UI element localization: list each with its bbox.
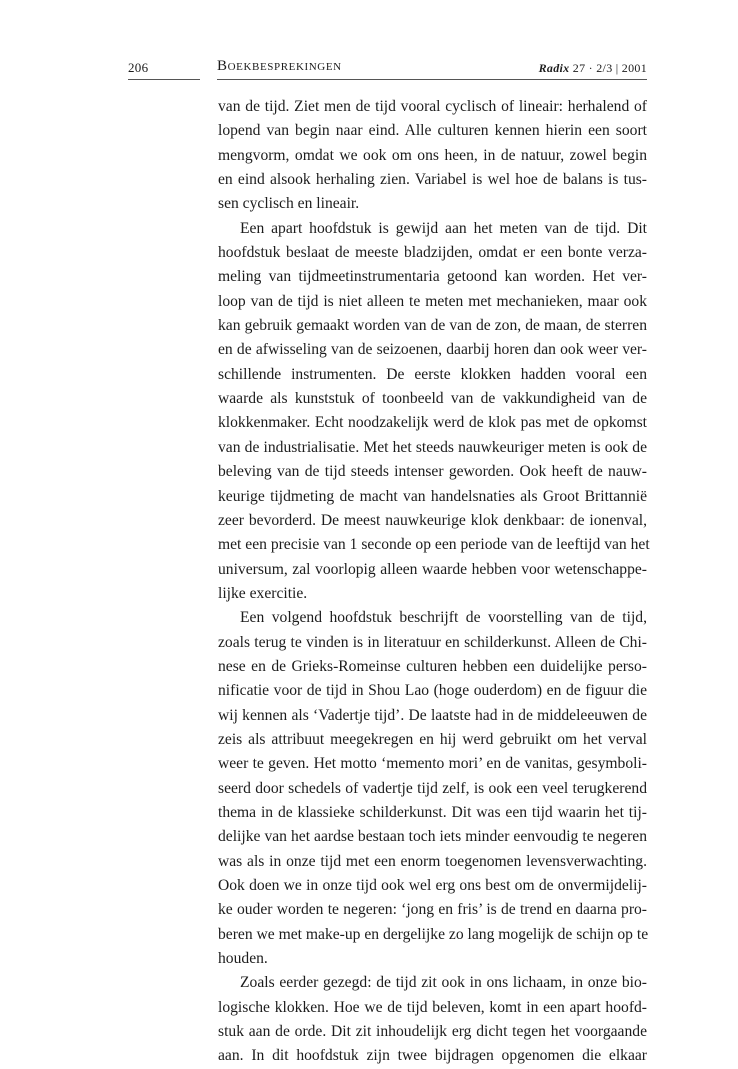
text-line: van de tijd. Ziet men de tijd vooral cyclisch of lineair: herhalend of — [218, 98, 647, 115]
text-line: seerd door schedels of vadertje tijd zelf, is ook een veel terugkerend — [218, 779, 647, 797]
text-line: beleving van de tijd steeds intenser geworden. Ook heeft de nauw- — [218, 463, 647, 481]
text-line: lopend van begin naar eind. Alle culturen kennen hierin een soort — [218, 122, 647, 140]
text-line: en eind alsook herhaling zien. Variabel is wel hoe de balans is tus- — [218, 171, 647, 189]
text-line: stuk aan de orde. Dit zit inhoudelijk erg dicht tegen het voorgaande — [218, 1023, 647, 1041]
text-line: met een precisie van 1 seconde op een periode van de leeftijd van het — [218, 536, 650, 554]
text-line: wij kennen als ‘Vadertje tijd’. De laatste had in de middeleeuwen de — [218, 706, 647, 724]
journal-issue: 27 · 2/3 | 2001 — [572, 61, 647, 75]
text-line: waarde als kunststuk of toonbeeld van de vakkundigheid van de — [218, 390, 647, 408]
journal-name: Radix — [538, 61, 570, 75]
text-line: delijke van het aardse bestaan toch iets minder eenvoudig te negeren — [218, 828, 647, 846]
text-line: thema in de klassieke schilderkunst. Dit was een tijd waarin het tij- — [218, 803, 647, 821]
text-line: Ook doen we in onze tijd ook wel erg ons best om de onvermijdelij- — [218, 877, 647, 894]
text-line: loop van de tijd is niet alleen te meten met mechanieken, maar ook — [218, 292, 647, 310]
text-line: kan gebruik gemaakt worden van de van de zon, de maan, de sterren — [218, 317, 647, 335]
text-line: sen cyclisch en lineair. — [218, 195, 360, 213]
text-line: ke ouder worden te negeren: ‘jong en fris’ is de trend en daarna pro- — [218, 901, 647, 919]
text-line: nificatie voor de tijd in Shou Lao (hoge ouderdom) en de figuur die — [218, 682, 647, 700]
text-line: meling van tijdmeetinstrumentaria getoond kan worden. Het ver- — [218, 268, 647, 286]
text-line: houden. — [218, 950, 268, 968]
section-title: Boekbesprekingen — [217, 58, 342, 74]
text-line: zeis als attribuut meegekregen en hij werd gebruikt om het verval — [218, 730, 647, 748]
text-line: klokkenmaker. Echt noodzakelijk werd de klok pas met de opkomst — [218, 414, 647, 432]
text-line: lijke exercitie. — [218, 584, 308, 602]
page-number: 206 — [128, 60, 149, 75]
text-line: Een apart hoofdstuk is gewijd aan het meten van de tijd. Dit — [240, 219, 647, 237]
text-line: universum, zal voorlopig alleen waarde hebben voor wetenschappe- — [218, 560, 647, 578]
text-line: en de afwisseling van de seizoenen, daarbij horen dan ook weer ver- — [218, 341, 647, 359]
header-rule-left — [128, 79, 200, 80]
text-line: hoofdstuk beslaat de meeste bladzijden, omdat er een bonte verza- — [218, 244, 647, 262]
text-line: Zoals eerder gezegd: de tijd zit ook in ons lichaam, in onze bio- — [240, 974, 647, 992]
journal-info — [539, 61, 647, 76]
text-line: zoals terug te vinden is in literatuur en schilderkunst. Alleen de Chi- — [218, 633, 647, 651]
text-line: zeer bevorderd. De meest nauwkeurige klok denkbaar: de ionenval, — [218, 511, 647, 529]
text-line: nese en de Grieks-Romeinse culturen hebben een duidelijke perso- — [218, 657, 647, 675]
text-line: was als in onze tijd met een enorm toegenomen levensverwachting. — [218, 852, 647, 870]
text-line: mengvorm, omdat we ook om ons heen, in de natuur, zowel begin — [218, 146, 647, 164]
text-line: aan. In dit hoofdstuk zijn twee bijdragen opgenomen die elkaar — [218, 1047, 647, 1065]
text-line: keurige tijdmeting de macht van handelsnaties als Groot Brittannië — [218, 487, 647, 505]
header-rule-right — [217, 79, 647, 80]
text-line: weer te geven. Het motto ‘memento mori’ en de vanitas, gesymboli- — [218, 755, 647, 773]
text-line: logische klokken. Hoe we de tijd beleven, komt in een apart hoofd- — [218, 998, 647, 1016]
text-line: van de industrialisatie. Met het steeds nauwkeuriger meten is ook de — [218, 438, 647, 456]
text-line: Een volgend hoofdstuk beschrijft de voorstelling van de tijd, — [240, 609, 647, 627]
text-line: beren we met make-up en dergelijke zo lang mogelijk de schijn op te — [218, 925, 649, 943]
body-text — [218, 95, 650, 1069]
text-line: schillende instrumenten. De eerste klokken hadden vooral een — [218, 365, 647, 383]
